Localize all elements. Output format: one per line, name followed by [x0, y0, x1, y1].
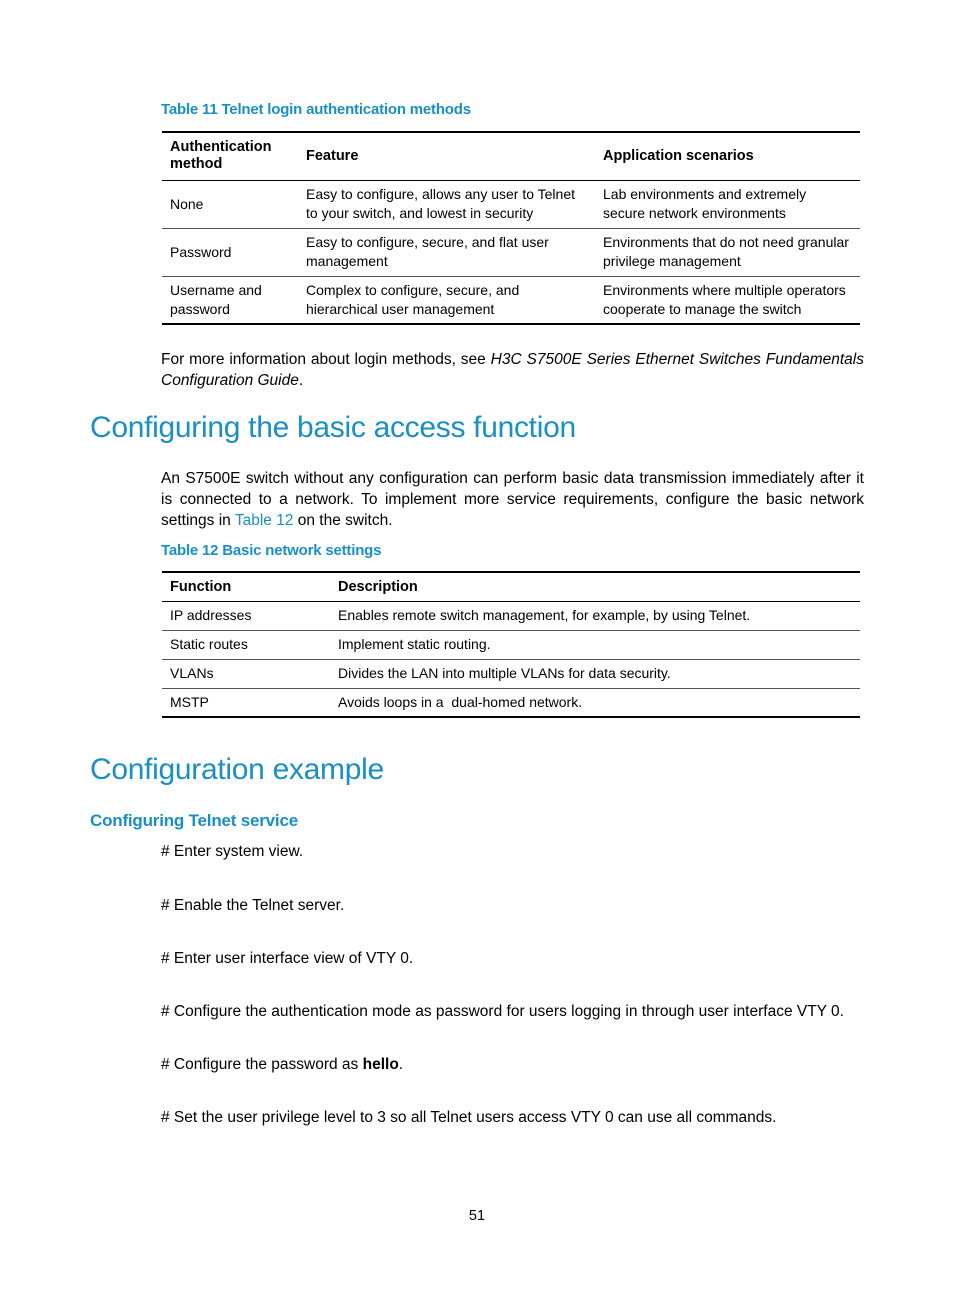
paragraph-text: For more information about login methods, see [161, 351, 491, 368]
table-cell: None [170, 195, 204, 212]
table-cell: Implement static routing. [330, 630, 860, 659]
table-row [162, 601, 860, 630]
table-row [162, 228, 860, 276]
column-header: Feature [298, 132, 595, 180]
subheading-telnet-service: Configuring Telnet service [90, 811, 298, 830]
table-cell: Lab environments and extremely secure network environments [603, 186, 807, 221]
table-row [162, 276, 860, 324]
table-cell: Divides the LAN into multiple VLANs for data security. [330, 659, 860, 688]
table-cell: Username and password [162, 276, 298, 324]
step-password [161, 1056, 403, 1074]
paragraph-text: on the switch. [293, 512, 393, 529]
table-cell: Easy to configure, secure, and flat user management [298, 228, 595, 276]
table-cell: Static routes [162, 630, 330, 659]
table-header-row [162, 572, 860, 601]
table-12-link[interactable]: Table 12 [234, 512, 294, 529]
column-header: Function [162, 572, 330, 601]
paragraph-text: An S7500E switch without any configuration can perform basic data transmission immediately after it is connected to a network. To implement more service requirements, configure the basic network settings in [161, 470, 864, 529]
step-enter-vty: # Enter user interface view of VTY 0. [161, 950, 414, 967]
step-privilege-level: # Set the user privilege level to 3 so all Telnet users access VTY 0 can use all commands. [161, 1109, 777, 1126]
section-heading-basic-access: Configuring the basic access function [90, 411, 576, 444]
table-cell: Complex to configure, secure, and hierarchical user management [298, 276, 595, 324]
telnet-auth-methods-table [162, 131, 860, 325]
section-heading-configuration-example: Configuration example [90, 753, 384, 786]
table-cell: Avoids loops in a dual-homed network. [330, 688, 860, 717]
guide-title: H3C S7500E Series Ethernet Switches Fundamentals Configuration Guide [161, 351, 864, 389]
table-cell: Environments where multiple operators cooperate to manage the switch [595, 276, 860, 324]
step-text: . [398, 1056, 404, 1073]
step-auth-mode: # Configure the authentication mode as password for users logging in through user interface VTY 0. [161, 1003, 844, 1020]
page-number: 51 [468, 1208, 486, 1224]
basic-access-paragraph [161, 468, 864, 531]
column-header: Application scenarios [595, 132, 860, 180]
step-enable-telnet: # Enable the Telnet server. [161, 897, 345, 914]
table-cell: Password [162, 228, 298, 276]
step-text: # Configure the password as [161, 1056, 363, 1073]
table-cell: Enables remote switch management, for example, by using Telnet. [338, 607, 751, 623]
table-cell: IP addresses [170, 607, 252, 623]
password-value: hello [362, 1056, 399, 1073]
table-cell: Easy to configure, allows any user to Telnet to your switch, and lowest in security [306, 186, 576, 221]
table-header-row [162, 132, 860, 180]
paragraph-text: . [298, 372, 304, 389]
table-11-caption: Table 11 Telnet login authentication methods [161, 101, 471, 118]
step-enter-system-view: # Enter system view. [161, 843, 304, 860]
table-12-caption: Table 12 Basic network settings [161, 542, 382, 559]
table-cell: MSTP [162, 688, 330, 717]
table-row [162, 630, 860, 659]
table-row [162, 659, 860, 688]
table-cell: Environments that do not need granular privilege management [595, 228, 860, 276]
column-header: Description [330, 572, 860, 601]
basic-network-settings-table [162, 571, 860, 718]
table-cell: VLANs [162, 659, 330, 688]
table-row [162, 688, 860, 717]
table-row [162, 180, 860, 228]
column-header: Authentication method [162, 132, 298, 180]
login-methods-paragraph [161, 349, 864, 391]
